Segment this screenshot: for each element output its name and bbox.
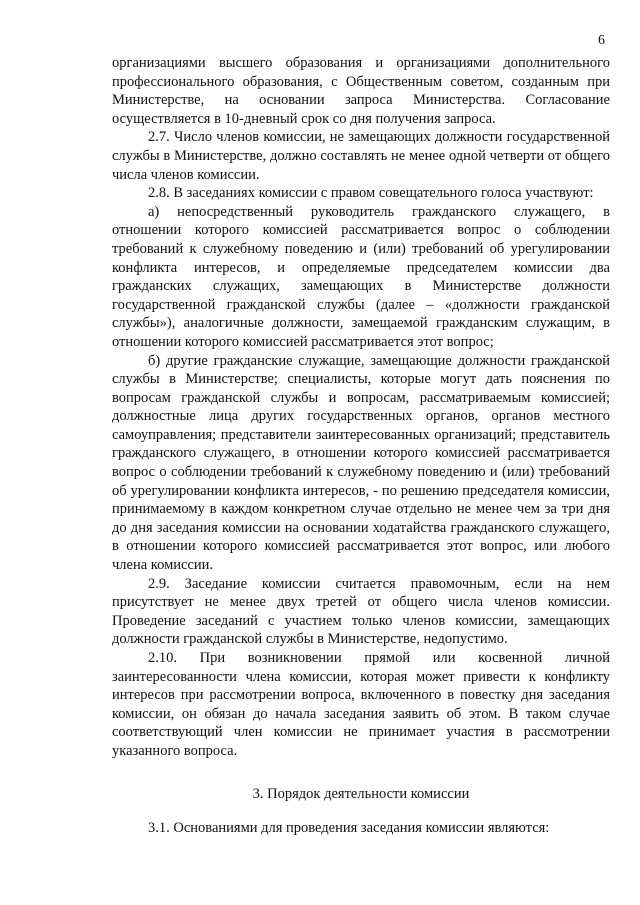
paragraph-2-9: 2.9. Заседание комиссии считается правомочным, если на нем присутствует не менее двух третей от общего числа членов комиссии. Проведение заседаний с участием только членов комиссии, замещающих должности гражданской службы в Министерстве, недопустимо. (112, 575, 610, 648)
page-number: 6 (598, 33, 605, 48)
paragraph-2-8: 2.8. В заседаниях комиссии с правом совещательного голоса участвуют: (148, 185, 594, 202)
paragraph-2-7: 2.7. Число членов комиссии, не замещающих должности государственной службы в Министерстве, должно составлять не менее одной четверти от общего числа членов комиссии. (112, 129, 610, 183)
paragraph-2-10: 2.10. При возникновении прямой или косвенной личной заинтересованности члена комиссии, которая может привести к конфликту интересов при рассмотрении вопроса, включенного в повестку дня заседания комиссии, он обязан до начала заседания заявить об этом. В таком случае соответствующий член комиссии не принимает участия в рассмотрении указанного вопроса. (112, 650, 610, 759)
section-heading: 3. Порядок деятельности комиссии (252, 785, 470, 802)
document-body (112, 54, 610, 838)
paragraph-continuation: организациями высшего образования и организациями дополнительного профессионального образования, с Общественным советом, созданным при Министерстве, на основании запроса Министерства. Согласование осуществляется в 10-дневный срок со дня получения запроса. (112, 55, 610, 127)
paragraph-2-8-a: а) непосредственный руководитель гражданского служащего, в отношении которого комиссией рассматривается вопрос о соблюдении требований к служебному поведению и (или) требований об урегулировании конфликта интересов, и определяемые председателем комиссии два гражданских служащих, замещающих в Министерстве должности государственной гражданской службы (далее – «должности гражданской службы»), аналогичные должности, замещаемой гражданским служащим, в отношении которого комиссией рассматривается этот вопрос; (112, 203, 610, 350)
paragraph-3-1: 3.1. Основаниями для проведения заседания комиссии являются: (148, 820, 550, 837)
paragraph-2-8-b: б) другие гражданские служащие, замещающие должности гражданской службы в Министерстве; специалисты, которые могут дать пояснения по вопросам гражданской службы и вопросам, рассматриваемым комиссией; должностные лица других государственных органов, органов местного самоуправления; представители заинтересованных организаций; представитель гражданского служащего, в отношении которого комиссией рассматривается вопрос о соблюдении требований к служебному поведению и (или) требований об урегулировании конфликта интересов, - по решению председателя комиссии, принимаемому в каждом конкретном случае отдельно не менее чем за три дня до дня заседания комиссии на основании ходатайства гражданского служащего, в отношении которого комиссией рассматривается этот вопрос, или любого члена комиссии. (112, 352, 610, 574)
